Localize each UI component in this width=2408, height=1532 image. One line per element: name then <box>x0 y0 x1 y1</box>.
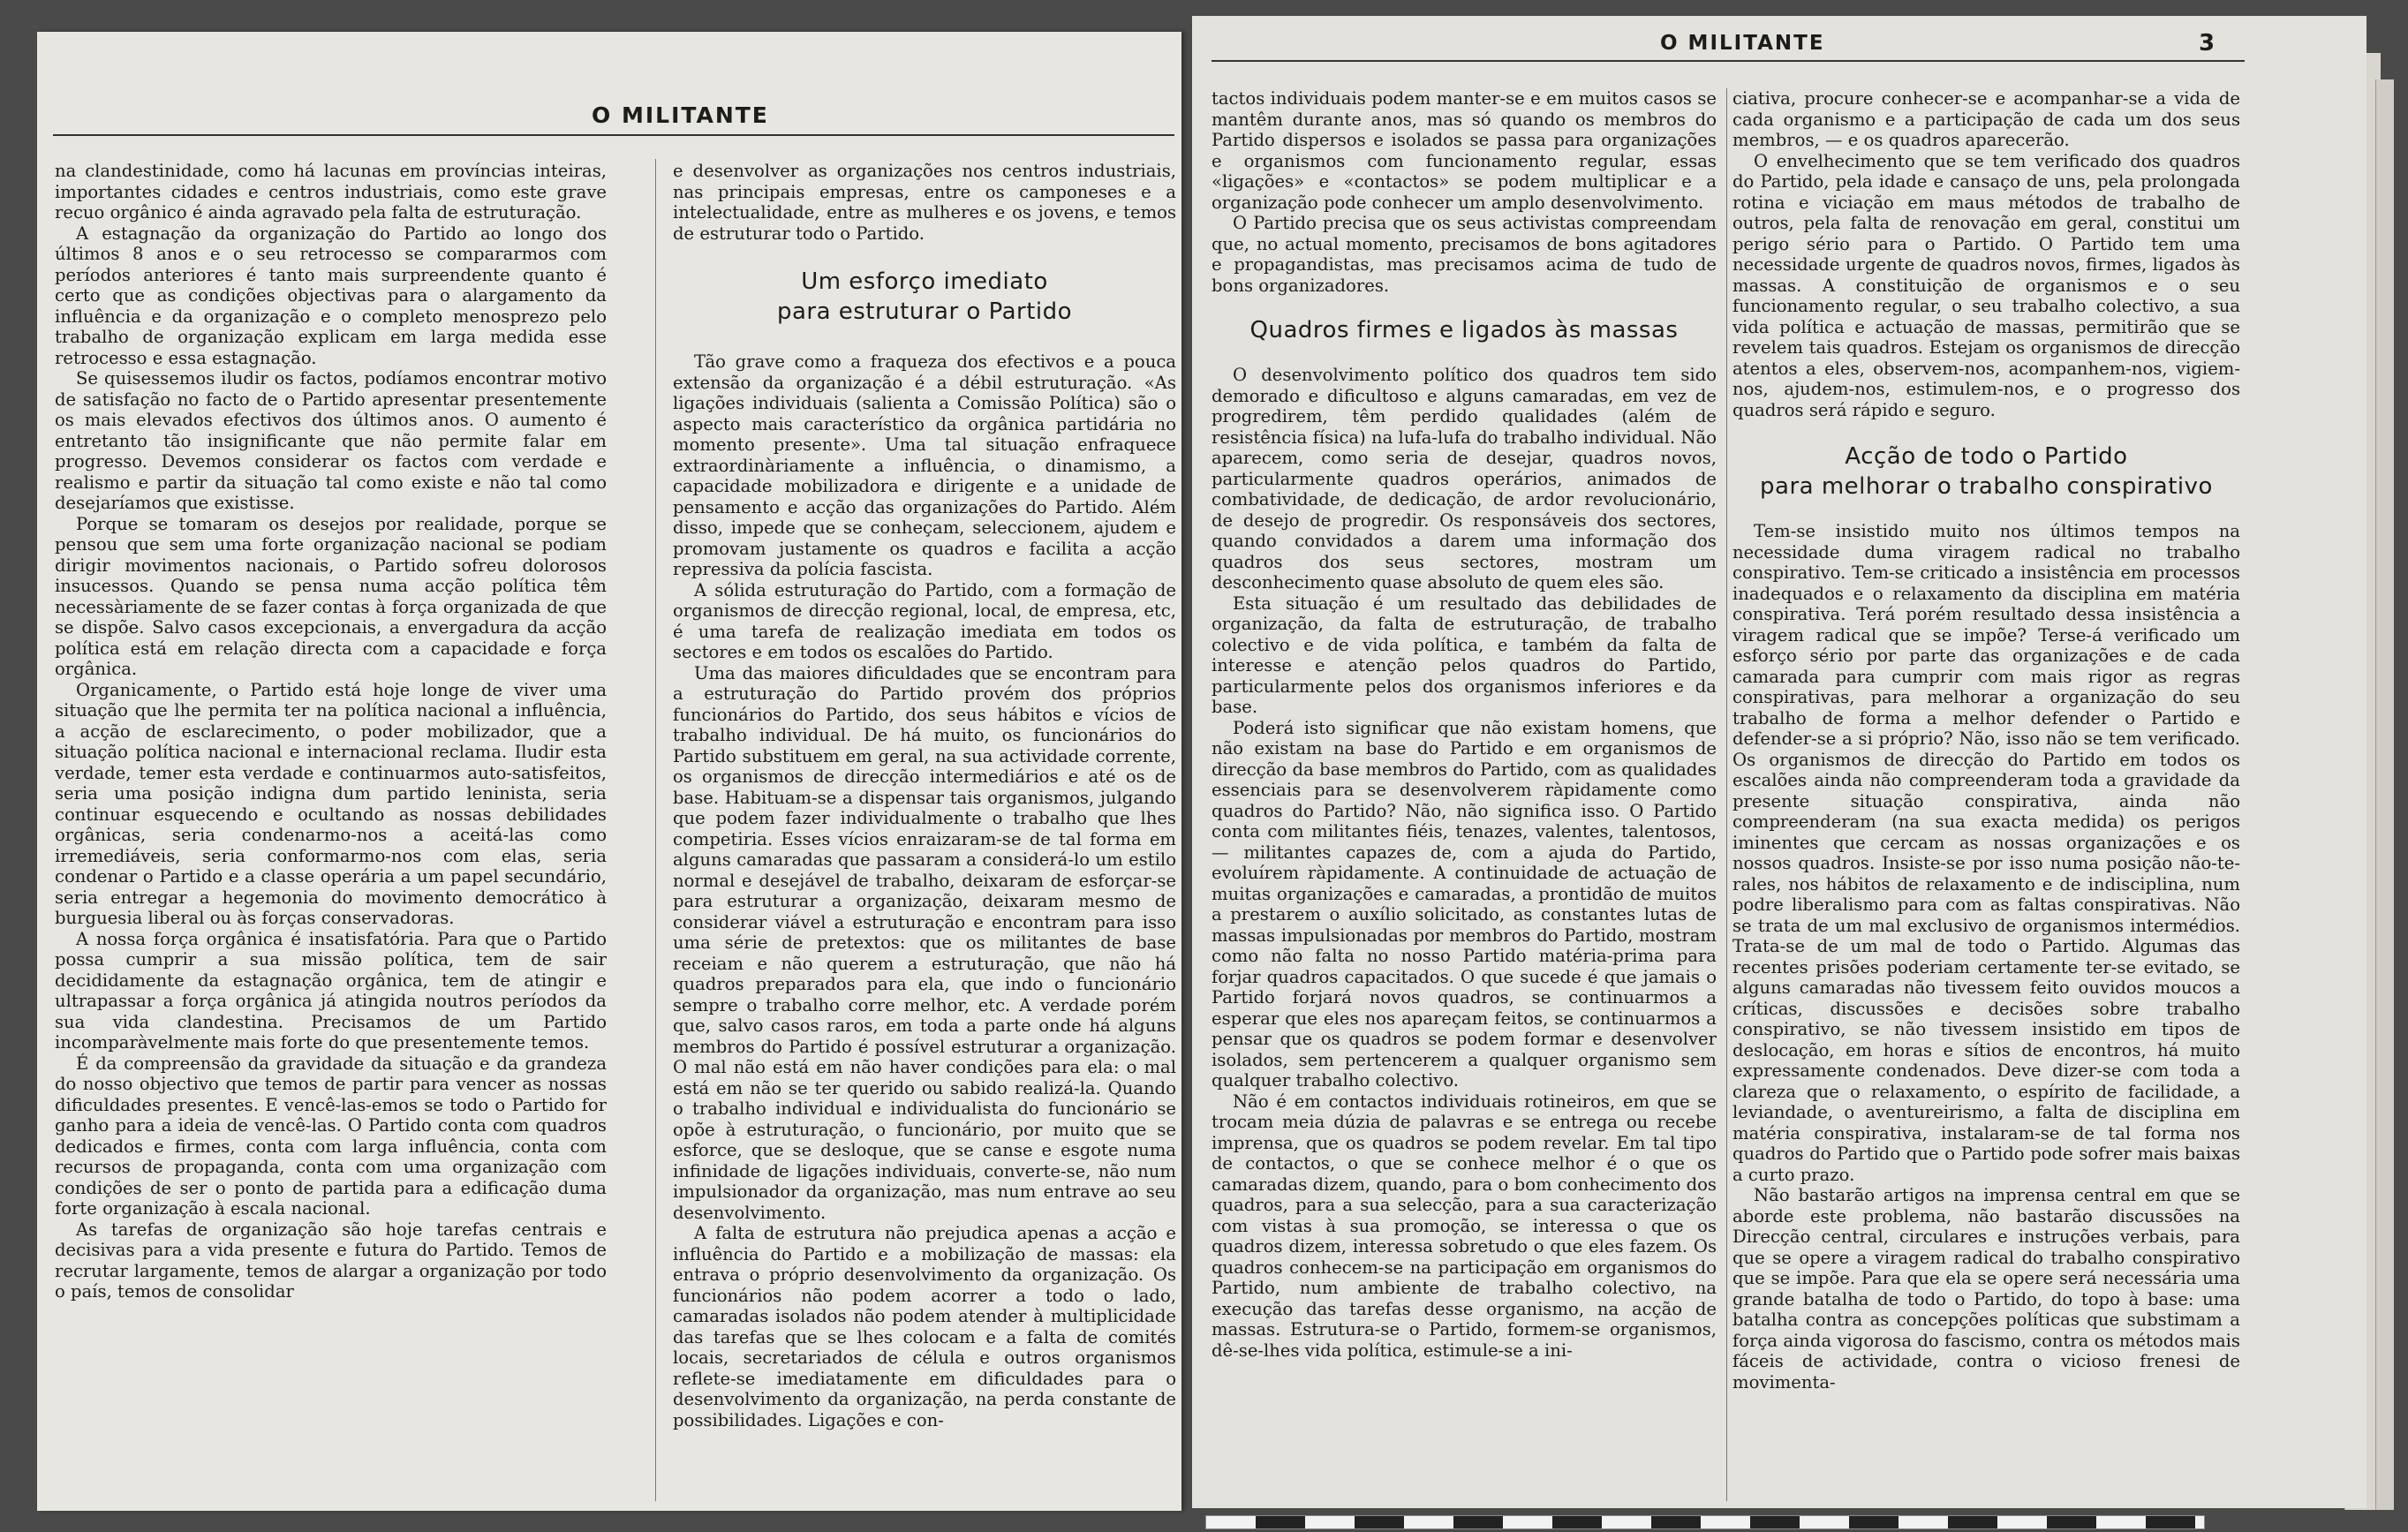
section-heading: Quadros firmes e ligados às massas <box>1249 317 1679 343</box>
section-heading: Acção de todo o Partido <box>1845 443 2128 470</box>
paragraph: Poderá isto significar que não existam homens, que não existam na base do Partido e em organismos de direcção da base membros do Partido, com as qualidades essenciais para se desenvolverem ràpidamente como quadros do Partido? Não, não significa isso. O Partido conta com militantes fiéis, tenazes, valentes, talentosos, — militantes capazes de, com a ajuda do Partido, evoluírem ràpidamente. A continuidade de actuação de muitas organizações e camaradas, a prontidão de muitos a prestarem o auxílio solicitado, as constantes lutas de massas impulsionadas por membros do Partido, mostram como não falta no nosso Partido matéria-prima para forjar quadros capacitados. O que sucede é que jamais o Partido forjará novos quadros, se continuarmos a esperar que eles nos apareçam feitos, se continuarmos a pensar que os quadros se podem formar e desenvolver isolados, sem pertencerem a qualquer organismo sem qualquer trabalho colectivo. <box>1212 717 1717 1091</box>
paragraph: Esta situação é um resultado das debilidades de organização, da falta de estruturação, de trabalho colectivo e de vida política, e também da falta de interesse e atenção pelos quadros do Partido, particularmente pelos dos organismos inferiores e da base. <box>1212 592 1717 717</box>
paragraph: A nossa força orgânica é insatisfatória. Para que o Partido possa cumprir a sua missão política, tem de sair decididamente da estagnação orgânica, tem de atingir e ultrapassar a força orgânica já atingida noutros períodos da sua vida clandestina. Precisamos de um Partido incomparàvelmente mais forte do que presentemente temos. <box>55 928 607 1053</box>
paragraph: A falta de estrutura não prejudica apenas a acção e influência do Partido e a mobilização de massas: ela entrava o próprio desenvolvimento da organização. Os funcionários não podem acorrer a todo o lado, camaradas isolados não podem atender à multiplicidade das tarefas que se lhes colocam e a falta de comités locais, secretariados de célula e outros organismos reflete-se imediatamente em dificuldades para o desenvolvimento da organização, na perda constante de possibilidades. Ligações e con- <box>673 1223 1176 1430</box>
section-heading: Um esforço imediato <box>801 268 1048 295</box>
paragraph: É da compreensão da gravidade da situação e da grandeza do nosso objectivo que temos de partir para vencer as nossas dificuldades presentes. E vencê-las-emos se todo o Partido for ganho para a ideia de vencê-las. O Partido conta com quadros dedicados e firmes, conta com larga influência, conta com recursos de propaganda, conta com uma organização com condições de ser o ponto de partida para a edificação duma forte organização à escala nacional. <box>55 1053 607 1219</box>
left-column-divider <box>655 159 656 1501</box>
left-column-2 <box>673 161 1176 1507</box>
section-heading: para melhorar o trabalho conspirativo <box>1760 473 2213 500</box>
paragraph: Não é em contactos individuais rotineiros, em que se trocam meia dúzia de palavras e se entrega ou recebe imprensa, que os quadros se podem revelar. Em tal tipo de contactos, o que se conhece melhor é o que os camaradas dizem, quando, para o bom conhecimento dos quadros, para a sua selecção, para a sua caracterização com vistas à sua promoção, se interessa o que os quadros dizem, interessa sobretudo o que eles fazem. Os quadros conhecem-se na participação em organismos do Partido, num ambiente de trabalho colectivo, na execução das tarefas desse organismo, na acção de massas. Estrutura-se o Partido, formem-se organismos, dê-se-lhes vida política, estimule-se a ini- <box>1212 1091 1717 1361</box>
left-masthead-rule <box>53 134 1174 136</box>
paragraph: Tão grave como a fraqueza dos efectivos e a pouca extensão da organização é a débil estruturação. «As ligações individuais (salienta a Comissão Política) são o aspecto mais característico da orgânica partidária no momento presente». Uma tal situação enfraquece extraordinàriamente a influência, o dinamismo, a capacidade mobilizadora e dirigente e a unidade de pensamento e acção das organizações do Partido. Além disso, impede que se conheçam, seleccionem, ajudem e promovam justamente os quadros e facilita a acção repressiva da polícia fascista. <box>673 351 1176 579</box>
left-column-1 <box>55 161 607 1507</box>
section-heading: para estruturar o Partido <box>776 298 1073 325</box>
right-column-divider <box>1726 88 1727 1501</box>
paragraph: Tem-se insistido muito nos últimos tempos na necessidade duma viragem radical no trabalho conspirativo. Tem-se criticado a insistência em processos inadequados e o relaxamento da disciplina em matéria conspirativa. Terá porém resultado dessa insistência a viragem radical que se impõe? Terse-á verificado um esforço sério por parte das organizações e de cada camarada para cumprir com mais rigor as regras conspirativas, para melhorar a organização do seu trabalho de forma a melhor defender o Partido e defender-se a si próprio? Não, isso não se tem verificado. Os organismos de direcção do Partido em todos os escalões ainda não compreenderam toda a gravidade da presente situação conspirativa, ainda não compreenderam (na sua exacta medida) os perigos iminentes que cercam as nossas organizações e os nossos quadros. Insiste-se por isso numa posição não-te-rales, nos hábitos de relaxamento e de indisciplina, num podre liberalismo para com as faltas conspirativas. Não se trata de um mal exclusivo de organismos intermédios. Trata-se de um mal de todo o Partido. Algumas das recentes prisões poderiam certamente ter-se evitado, se alguns camaradas não tivessem feito ouvidos moucos a críticas, discussões e decisões sobre trabalho conspirativo, se não tivessem insistido em tipos de deslocação, em horas e sítios de encontros, há muito expressamente condenados. Deve dizer-se com toda a clareza que o relaxamento, o espírito de facilidade, a leviandade, o aventureirismo, a falta de disciplina em matéria conspirativa, instalaram-se de tal forma nos quadros do Partido que o Partido pode sofrer mais baixas a curto prazo. <box>1732 521 2240 1185</box>
paragraph: O desenvolvimento político dos quadros tem sido demorado e dificultoso e alguns camaradas, em vez de progredirem, têm perdido qualidades (além de resistência física) na lufa-lufa do trabalho individual. Não aparecem, como seria de desejar, quadros novos, particularmente quadros operários, animados de combatividade, de dedicação, de ardor revolucionário, de desejo de progredir. Os responsáveis dos sectores, quando convidados a darem uma informação dos quadros dos seus sectores, mostram um desconhecimento quase absoluto de quem eles são. <box>1212 365 1717 592</box>
paragraph: O envelhecimento que se tem verificado dos quadros do Partido, pela idade e cansaço de uns, pela prolongada rotina e viciação em maus métodos de trabalho de outros, pela falta de renovação em geral, constitui um perigo sério para o Partido. O Partido tem uma necessidade urgente de quadros novos, firmes, ligados às massas. A constituição de organismos e o seu funcionamento regular, o seu trabalho colectivo, a sua vida política e actuação de massas, permitirão que se revelem tais quadros. Estejam os organismos de direcção atentos a eles, observem-nos, acompanhem-nos, vigiem-nos, ajudem-nos, estimulem-nos, e o progresso dos quadros será rápido e seguro. <box>1732 150 2240 420</box>
paragraph: Se quisessemos iludir os factos, podíamos encontrar motivo de satisfação no facto de o Partido apresentar presentemente os mais elevados efectivos dos últimos anos. O aumento é entretanto tão insignificante que não permite falar em progresso. Devemos considerar os factos com verdade e realismo e partir da situação tal como existe e não tal como desejaríamos que existisse. <box>55 368 607 513</box>
scale-ruler <box>1205 1515 2205 1529</box>
paragraph: ciativa, procure conhecer-se e acompanhar-se a vida de cada organismo e a participação de cada um dos seus membros, — e os quadros aparecerão. <box>1732 88 2240 150</box>
paragraph: na clandestinidade, como há lacunas em províncias inteiras, importantes cidades e centros industriais, como este grave recuo orgânico é ainda agravado pela falta de estruturação. <box>55 161 607 223</box>
right-column-2 <box>1732 88 2240 1506</box>
paragraph: A estagnação da organização do Partido ao longo dos últimos 8 anos e o seu retrocesso se compararmos com períodos anteriores é tanto mais surpreendente quanto é certo que as condições objectivas para o alargamento da influência e da organização e o completo menosprezo pelo trabalho de organização explicam em larga medida esse retrocesso e essa estagnação. <box>55 223 607 368</box>
right-masthead-rule <box>1212 60 2245 62</box>
paragraph: e desenvolver as organizações nos centros industriais, nas principais empresas, entre os camponeses e a intelectualidade, entre as mulheres e os jovens, e temos de estruturar todo o Partido. <box>673 161 1176 244</box>
back-sheet-edge-2 <box>2375 79 2394 1510</box>
right-masthead: O MILITANTE <box>1660 32 1825 55</box>
paragraph: Organicamente, o Partido está hoje longe de viver uma situação que lhe permita ter na política nacional a influência, a acção de esclarecimento, o poder mobilizador, que a situação política nacional e internacional reclama. Iludir esta verdade, temer esta verdade e continuarmos auto-satisfeitos, seria uma posição indigna dum partido leninista, seria continuar esquecendo e ocultando as nossas debilidades orgânicas, seria condenarmo-nos a aceitá-las como irremediáveis, seria conformarmo-nos com elas, seria condenar o Partido e a classe operária a um papel secundário, seria entregar a hegemonia do movimento democrático à burguesia liberal ou às forças conservadoras. <box>55 679 607 928</box>
right-column-1 <box>1212 88 1717 1506</box>
left-masthead: O MILITANTE <box>592 102 769 128</box>
paragraph: O Partido precisa que os seus activistas compreendam que, no actual momento, precisamos de bons agitadores e propagandistas, mas precisamos acima de tudo de bons organizadores. <box>1212 213 1717 296</box>
paragraph: Porque se tomaram os desejos por realidade, porque se pensou que sem uma forte organização nacional se podiam dirigir movimentos nacionais, o Partido sofreu dolorosos insucessos. Quando se pensa numa acção política têm necessàriamente de se fazer contas à força organizada de que se dispõe. Salvo casos excepcionais, a envergadura da acção política está em relação directa com a capacidade e força orgânica. <box>55 513 607 679</box>
paragraph: Uma das maiores dificuldades que se encontram para a estruturação do Partido provém dos próprios funcionários do Partido, dos seus hábitos e vícios de trabalho individual. De há muito, os funcionários do Partido substituem em geral, na sua actividade corrente, os organismos de direcção intermediários e até os de base. Habituam-se a dispensar tais organismos, julgando que podem fazer individualmente o trabalho que lhes competiria. Esses vícios enraizaram-se de tal forma em alguns camaradas que passaram a considerá-lo um estilo normal e desejável de trabalho, deixaram de esforçar-se para estruturar a organização, deixaram mesmo de considerar viável a estruturação e encontram para isso uma série de pretextos: que os militantes de base receiam e não querem a estruturação, que não há quadros preparados para ela, que indo o funcionário sempre o trabalho corre melhor, etc. A verdade porém que, salvo casos raros, em toda a parte onde há alguns membros do Partido é possível estruturar a organização. O mal não está em não haver condições para ela: o mal está em não se ter querido ou sabido realizá-la. Quando o trabalho individual e individualista do funcionário se opõe à estruturação, o funcionário, por muito que se esforce, que se desloque, que se canse e esgote numa infinidade de ligações individuais, converte-se, não num impulsionador da organização, mas num entrave ao seu desenvolvimento. <box>673 662 1176 1223</box>
paragraph: tactos individuais podem manter-se e em muitos casos se mantêm durante anos, mas só quando os membros do Partido dispersos e isolados se passa para organizações e organismos com funcionamento regular, essas «ligações» e «contactos» se podem multiplicar e a organização pode conhecer um amplo desenvolvimento. <box>1212 88 1717 213</box>
paragraph: A sólida estruturação do Partido, com a formação de organismos de direcção regional, local, de empresa, etc, é uma tarefa de realização imediata em todos os sectores e em todos os escalões do Partido. <box>673 579 1176 662</box>
page-number: 3 <box>2199 30 2216 57</box>
paragraph: Não bastarão artigos na imprensa central em que se aborde este problema, não bastarão discussões na Direcção central, circulares e instruções verbais, para que se opere a viragem radical do trabalho conspirativo que se impõe. Para que ela se opere será necessária uma grande batalha de todo o Partido, do topo à base: uma batalha contra as concepções políticas que substimam a força ainda vigorosa do fascismo, contra os métodos mais fáceis de actividade, contra o vicioso frenesi de movimenta- <box>1732 1185 2240 1392</box>
paragraph: As tarefas de organização são hoje tarefas centrais e decisivas para a vida presente e futura do Partido. Temos de recrutar largamente, temos de alargar a organização por todo o país, temos de consolidar <box>55 1219 607 1302</box>
